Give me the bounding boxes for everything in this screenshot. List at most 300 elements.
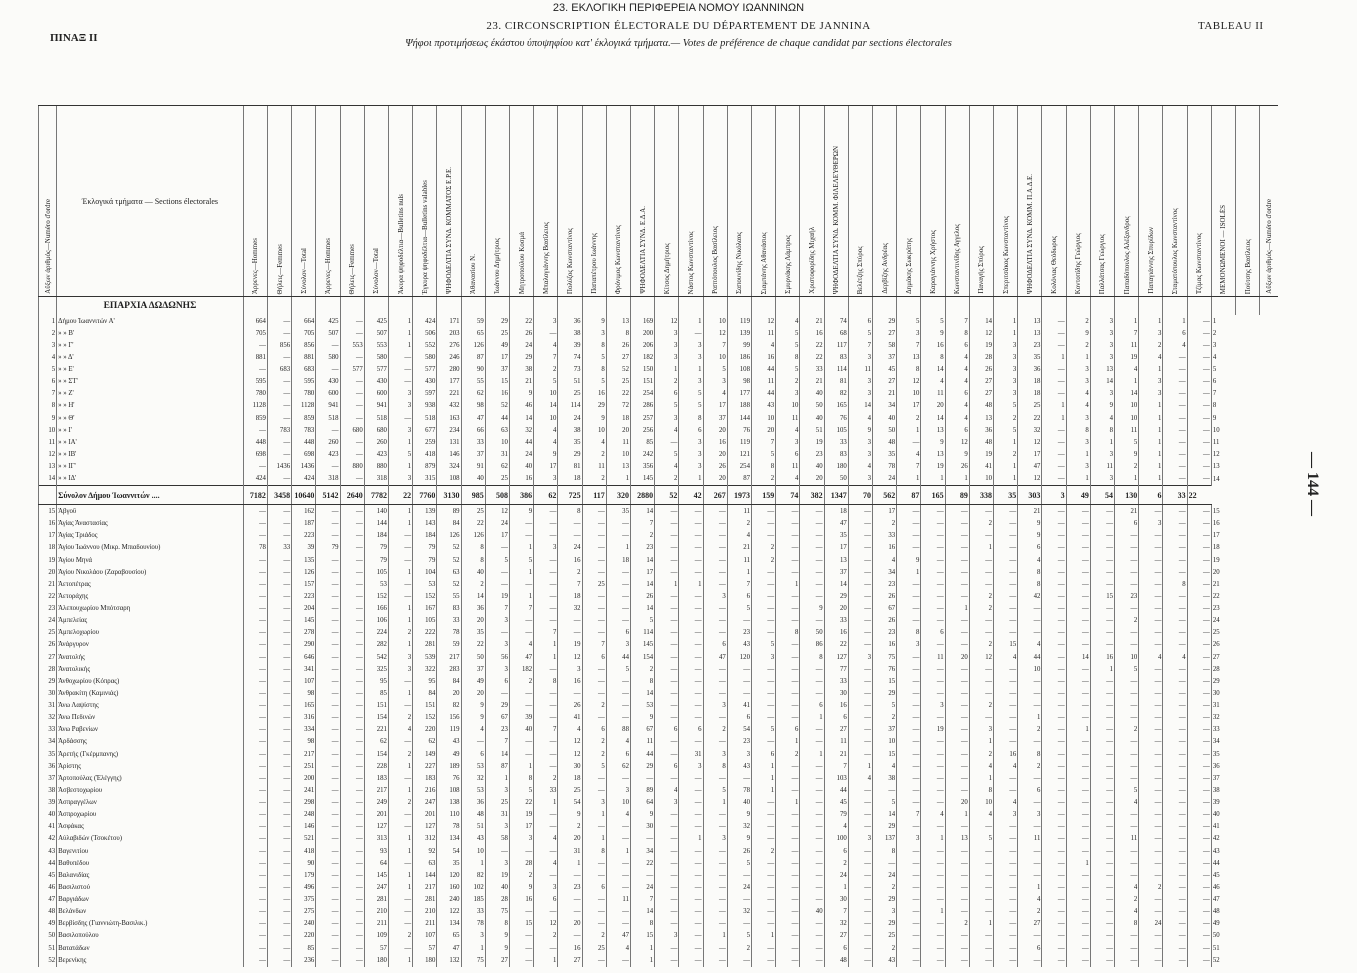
row-number: 4 — [39, 351, 57, 363]
table-cell: 221 — [364, 724, 388, 736]
table-cell: 217 — [437, 651, 461, 663]
table-cell: 1 — [388, 784, 412, 796]
table-cell: 108 — [437, 473, 461, 486]
table-cell: 5 — [485, 554, 509, 566]
table-cell: — — [243, 675, 267, 687]
column-header — [800, 106, 824, 297]
table-cell: — — [1115, 942, 1139, 954]
column-header-label: Καραγιάννης Χρήστος — [929, 230, 937, 294]
table-cell: 316 — [292, 712, 316, 724]
table-cell: — — [340, 505, 364, 518]
table-cell: 157 — [292, 578, 316, 590]
table-cell: 298 — [292, 797, 316, 809]
table-cell: — — [582, 772, 606, 784]
table-cell: — — [848, 845, 872, 857]
table-cell: — — [316, 809, 340, 821]
table-cell: — — [679, 954, 703, 967]
column-header — [582, 106, 606, 297]
table-cell: 162 — [292, 505, 316, 518]
table-cell: — — [340, 954, 364, 967]
table-cell: — — [776, 881, 800, 893]
table-cell: — — [1187, 603, 1211, 615]
table-cell: — — [1115, 760, 1139, 772]
table-cell: — — [945, 748, 969, 760]
table-cell: — — [1042, 615, 1066, 627]
table-cell: 65 — [437, 930, 461, 942]
table-cell: 2 — [897, 412, 921, 424]
table-cell: — — [340, 448, 364, 460]
table-cell: 20 — [461, 687, 485, 699]
table-cell: — — [534, 566, 558, 578]
table-cell: 35 — [873, 448, 897, 460]
table-cell: 5 — [703, 364, 727, 376]
table-cell: 70 — [848, 486, 872, 505]
column-header — [897, 106, 921, 297]
table-cell: 1 — [534, 954, 558, 967]
table-cell: 4 — [994, 797, 1018, 809]
table-cell: 1 — [969, 542, 993, 554]
table-cell: 75 — [873, 651, 897, 663]
table-cell: — — [340, 603, 364, 615]
table-cell: — — [679, 590, 703, 602]
table-cell: 62 — [461, 388, 485, 400]
table-cell: 144 — [413, 869, 437, 881]
table-cell: 5 — [727, 603, 751, 615]
table-cell: 54 — [437, 845, 461, 857]
table-cell: — — [969, 894, 993, 906]
table-cell: — — [897, 881, 921, 893]
table-cell: 32 — [727, 821, 751, 833]
table-cell: 26 — [630, 590, 654, 602]
table-cell: 4 — [534, 436, 558, 448]
table-cell: 1 — [1139, 448, 1163, 460]
table-cell: — — [1115, 954, 1139, 967]
table-cell: 4 — [921, 809, 945, 821]
table-cell: 154 — [630, 651, 654, 663]
table-cell: 27 — [485, 954, 509, 967]
table-cell: — — [969, 675, 993, 687]
table-cell: 117 — [824, 339, 848, 351]
table-cell: 25 — [558, 784, 582, 796]
table-cell: — — [509, 687, 533, 699]
table-cell: — — [969, 942, 993, 954]
table-cell: — — [800, 554, 824, 566]
table-cell: 521 — [292, 833, 316, 845]
table-cell: 859 — [243, 412, 267, 424]
table-cell: — — [969, 505, 993, 518]
table-cell: 1 — [388, 505, 412, 518]
column-header — [558, 106, 582, 297]
table-cell: — — [1090, 784, 1114, 796]
table-cell: 53 — [413, 578, 437, 590]
table-cell: 139 — [727, 327, 751, 339]
table-cell: 14 — [630, 578, 654, 590]
table-cell: — — [848, 784, 872, 796]
table-cell: 6 — [1139, 486, 1163, 505]
table-cell: — — [751, 675, 775, 687]
table-cell: — — [897, 942, 921, 954]
table-cell: — — [1066, 554, 1090, 566]
table-cell: 14 — [630, 603, 654, 615]
table-cell: — — [243, 505, 267, 518]
table-cell: 48 — [873, 436, 897, 448]
row-number: 24 — [39, 615, 57, 627]
table-cell: 110 — [437, 809, 461, 821]
table-cell: 6 — [606, 748, 630, 760]
table-cell: — — [1163, 388, 1187, 400]
table-cell: 3 — [1139, 388, 1163, 400]
table-cell: 7 — [485, 603, 509, 615]
table-cell: — — [921, 760, 945, 772]
table-cell: 254 — [630, 388, 654, 400]
table-cell: 55 — [437, 590, 461, 602]
results-table — [38, 105, 1278, 967]
table-cell: 3 — [994, 376, 1018, 388]
table-cell: — — [267, 327, 291, 339]
table-cell: 17 — [873, 505, 897, 518]
table-cell: 43 — [751, 400, 775, 412]
table-cell: — — [1139, 542, 1163, 554]
table-cell: 338 — [969, 486, 993, 505]
table-cell: 78 — [437, 821, 461, 833]
row-number-right: 39 — [1211, 797, 1235, 809]
table-cell: 90 — [292, 857, 316, 869]
table-cell: — — [582, 821, 606, 833]
table-cell: 4 — [848, 772, 872, 784]
table-cell: — — [921, 894, 945, 906]
table-cell: — — [800, 530, 824, 542]
table-row — [39, 906, 1279, 918]
table-cell: 78 — [437, 627, 461, 639]
table-cell: — — [1163, 748, 1187, 760]
table-cell: 1 — [582, 809, 606, 821]
table-cell: 169 — [630, 315, 654, 327]
table-cell: — — [316, 942, 340, 954]
table-cell: — — [1018, 772, 1042, 784]
table-cell: — — [340, 700, 364, 712]
table-cell: 63 — [413, 857, 437, 869]
table-cell: 4 — [606, 736, 630, 748]
column-header — [388, 106, 412, 297]
table-cell: 81 — [558, 461, 582, 473]
table-cell: — — [897, 603, 921, 615]
table-cell: — — [1042, 833, 1066, 845]
table-cell: — — [1187, 412, 1211, 424]
table-cell: — — [800, 797, 824, 809]
table-cell: 22 — [800, 351, 824, 363]
table-cell: — — [1090, 736, 1114, 748]
table-cell: — — [921, 930, 945, 942]
table-cell: 281 — [413, 894, 437, 906]
table-cell: 430 — [364, 376, 388, 388]
table-cell: 119 — [727, 436, 751, 448]
table-cell: 3 — [848, 376, 872, 388]
table-cell: — — [703, 603, 727, 615]
table-cell: — — [1115, 736, 1139, 748]
table-cell: — — [243, 906, 267, 918]
table-cell: 24 — [727, 881, 751, 893]
table-cell: — — [776, 942, 800, 954]
table-cell: 1 — [655, 578, 679, 590]
table-cell: — — [1042, 327, 1066, 339]
table-cell: 3 — [1139, 376, 1163, 388]
table-cell: — — [873, 857, 897, 869]
table-cell: — — [340, 615, 364, 627]
table-cell: 10 — [1018, 663, 1042, 675]
row-number-right: 1 — [1211, 315, 1235, 327]
table-cell: 1 — [703, 930, 727, 942]
table-cell: 17 — [485, 530, 509, 542]
table-cell: — — [1139, 760, 1163, 772]
table-cell: — — [388, 772, 412, 784]
table-cell: 4 — [824, 821, 848, 833]
table-cell: 36 — [558, 315, 582, 327]
table-cell: — — [1139, 554, 1163, 566]
table-cell: — — [558, 894, 582, 906]
section-name: » » ΣΤ' — [57, 376, 244, 388]
column-header-label: Τζίμας Κωνσταντίνος — [1195, 232, 1204, 294]
table-cell: — — [679, 881, 703, 893]
table-cell: — — [800, 590, 824, 602]
table-cell: — — [267, 651, 291, 663]
table-cell: — — [267, 639, 291, 651]
table-cell: 448 — [243, 436, 267, 448]
table-cell: — — [267, 351, 291, 363]
table-cell: — — [969, 615, 993, 627]
table-cell: — — [1163, 639, 1187, 651]
table-cell: 49 — [485, 339, 509, 351]
table-cell: 1 — [388, 881, 412, 893]
table-cell: — — [509, 906, 533, 918]
row-number: 28 — [39, 663, 57, 675]
table-cell: — — [1115, 712, 1139, 724]
table-cell: — — [316, 857, 340, 869]
row-number: 37 — [39, 772, 57, 784]
table-cell: 25 — [485, 797, 509, 809]
table-cell: 2 — [1018, 724, 1042, 736]
table-cell: 33 — [824, 675, 848, 687]
table-cell: 508 — [485, 486, 509, 505]
table-cell: 62 — [606, 760, 630, 772]
row-number: 9 — [39, 412, 57, 424]
table-cell: 14 — [630, 554, 654, 566]
table-cell: — — [388, 364, 412, 376]
empty-cell — [630, 297, 654, 316]
section-name: Βερενίκης — [57, 954, 244, 967]
section-name: Αύλαβιδών (Τσοκέτου) — [57, 833, 244, 845]
table-cell: 4 — [655, 784, 679, 796]
column-header — [1187, 106, 1211, 297]
table-cell: — — [388, 942, 412, 954]
table-cell: 87 — [727, 473, 751, 486]
table-cell: — — [655, 748, 679, 760]
table-cell: — — [703, 566, 727, 578]
table-cell: — — [1187, 663, 1211, 675]
table-row — [39, 724, 1279, 736]
table-cell: — — [606, 687, 630, 699]
table-cell: 2 — [994, 448, 1018, 460]
table-cell: — — [267, 760, 291, 772]
table-cell: 165 — [824, 400, 848, 412]
table-cell: — — [267, 736, 291, 748]
table-cell: 132 — [437, 954, 461, 967]
table-cell: — — [897, 518, 921, 530]
table-cell: 57 — [364, 942, 388, 954]
table-cell: — — [388, 675, 412, 687]
table-cell: — — [1018, 627, 1042, 639]
table-cell: 2 — [969, 518, 993, 530]
table-cell: 7 — [824, 906, 848, 918]
table-cell: — — [655, 700, 679, 712]
table-cell: 38 — [509, 364, 533, 376]
table-cell: 57 — [413, 942, 437, 954]
table-cell: 74 — [558, 351, 582, 363]
table-cell: 2 — [969, 639, 993, 651]
table-cell: — — [558, 518, 582, 530]
table-cell: 4 — [1090, 412, 1114, 424]
table-cell: 34 — [873, 400, 897, 412]
table-cell: — — [800, 675, 824, 687]
table-cell: 31 — [485, 809, 509, 821]
row-number-right: 52 — [1211, 954, 1235, 967]
empty-cell — [897, 297, 921, 316]
table-cell: — — [1090, 505, 1114, 518]
table-cell: — — [1139, 687, 1163, 699]
column-header — [994, 106, 1018, 297]
table-cell: 16 — [921, 339, 945, 351]
table-cell: 1 — [1018, 881, 1042, 893]
section-name: » » Η' — [57, 400, 244, 412]
table-cell: — — [340, 351, 364, 363]
table-cell: — — [1115, 687, 1139, 699]
table-cell: — — [1163, 663, 1187, 675]
table-cell: 2880 — [630, 486, 654, 505]
table-cell: 9 — [485, 942, 509, 954]
column-header-row — [39, 106, 1279, 297]
table-cell: 29 — [873, 821, 897, 833]
table-cell: 24 — [630, 881, 654, 893]
table-cell: 13 — [606, 461, 630, 473]
table-cell: 12 — [534, 918, 558, 930]
table-cell: — — [316, 736, 340, 748]
table-cell: — — [655, 712, 679, 724]
table-cell: — — [776, 530, 800, 542]
table-cell: 1 — [994, 436, 1018, 448]
table-cell: 48 — [461, 809, 485, 821]
row-number-right: 41 — [1211, 821, 1235, 833]
table-cell: — — [1090, 675, 1114, 687]
table-cell: 85 — [630, 436, 654, 448]
table-cell: 4 — [848, 412, 872, 424]
table-cell: — — [1018, 687, 1042, 699]
table-cell: — — [945, 869, 969, 881]
table-cell: 1 — [1115, 376, 1139, 388]
table-cell: 48 — [969, 400, 993, 412]
table-cell: — — [243, 339, 267, 351]
table-cell: — — [897, 542, 921, 554]
table-cell: — — [897, 869, 921, 881]
table-cell: — — [509, 518, 533, 530]
table-cell: 62 — [534, 486, 558, 505]
table-cell: 85 — [292, 942, 316, 954]
table-cell: 6 — [1163, 327, 1187, 339]
table-cell: — — [1042, 364, 1066, 376]
empty-cell — [582, 297, 606, 316]
table-cell: 595 — [292, 376, 316, 388]
table-cell: 7 — [897, 339, 921, 351]
table-cell: — — [558, 530, 582, 542]
table-cell: — — [921, 518, 945, 530]
table-cell: 430 — [316, 376, 340, 388]
table-cell: 4 — [1139, 351, 1163, 363]
table-cell: 4 — [1018, 894, 1042, 906]
table-cell: 1347 — [824, 486, 848, 505]
table-cell: 10 — [461, 845, 485, 857]
table-cell: 8 — [800, 651, 824, 663]
table-cell: — — [1187, 736, 1211, 748]
table-cell: — — [267, 627, 291, 639]
table-cell: 44 — [509, 436, 533, 448]
column-header-label: Αΰξων άριθμός—Numéro d'ordre — [1265, 199, 1274, 294]
table-cell: 2 — [751, 473, 775, 486]
table-cell: 50 — [800, 627, 824, 639]
table-row — [39, 651, 1279, 663]
table-cell: — — [969, 857, 993, 869]
table-cell: — — [751, 687, 775, 699]
table-cell: — — [340, 663, 364, 675]
table-cell: 3 — [655, 327, 679, 339]
table-cell: — — [1187, 930, 1211, 942]
table-cell: 68 — [824, 327, 848, 339]
table-cell: 3 — [848, 473, 872, 486]
table-cell: — — [1066, 603, 1090, 615]
empty-cell — [945, 297, 969, 316]
table-cell: 47 — [703, 651, 727, 663]
table-cell: 149 — [413, 748, 437, 760]
table-cell: 16 — [558, 942, 582, 954]
table-cell: — — [1042, 930, 1066, 942]
table-cell: 203 — [437, 327, 461, 339]
table-cell: 3 — [679, 436, 703, 448]
table-cell: 10 — [751, 412, 775, 424]
column-header-label: Αΰξων άριθμός—Numéro d'ordre — [43, 199, 52, 294]
table-cell: — — [388, 857, 412, 869]
table-cell: 8 — [461, 542, 485, 554]
table-cell: — — [1042, 505, 1066, 518]
table-cell: — — [727, 687, 751, 699]
table-cell: 1 — [897, 424, 921, 436]
table-cell: — — [1042, 554, 1066, 566]
table-cell: — — [921, 918, 945, 930]
table-cell: 4 — [534, 424, 558, 436]
table-cell: 29 — [824, 590, 848, 602]
table-cell: — — [316, 821, 340, 833]
table-cell: 267 — [703, 486, 727, 505]
table-cell: 81 — [824, 376, 848, 388]
table-cell: 14 — [1115, 388, 1139, 400]
table-cell: — — [267, 724, 291, 736]
table-cell: 1 — [994, 327, 1018, 339]
table-cell: 165 — [292, 700, 316, 712]
table-cell: 2640 — [340, 486, 364, 505]
table-cell: 64 — [364, 857, 388, 869]
table-cell: — — [945, 772, 969, 784]
table-cell: — — [316, 894, 340, 906]
column-header-label: Βελέτζης Σπύρος — [856, 245, 865, 294]
table-cell: — — [703, 712, 727, 724]
table-cell: 40 — [461, 566, 485, 578]
column-header — [316, 106, 340, 297]
